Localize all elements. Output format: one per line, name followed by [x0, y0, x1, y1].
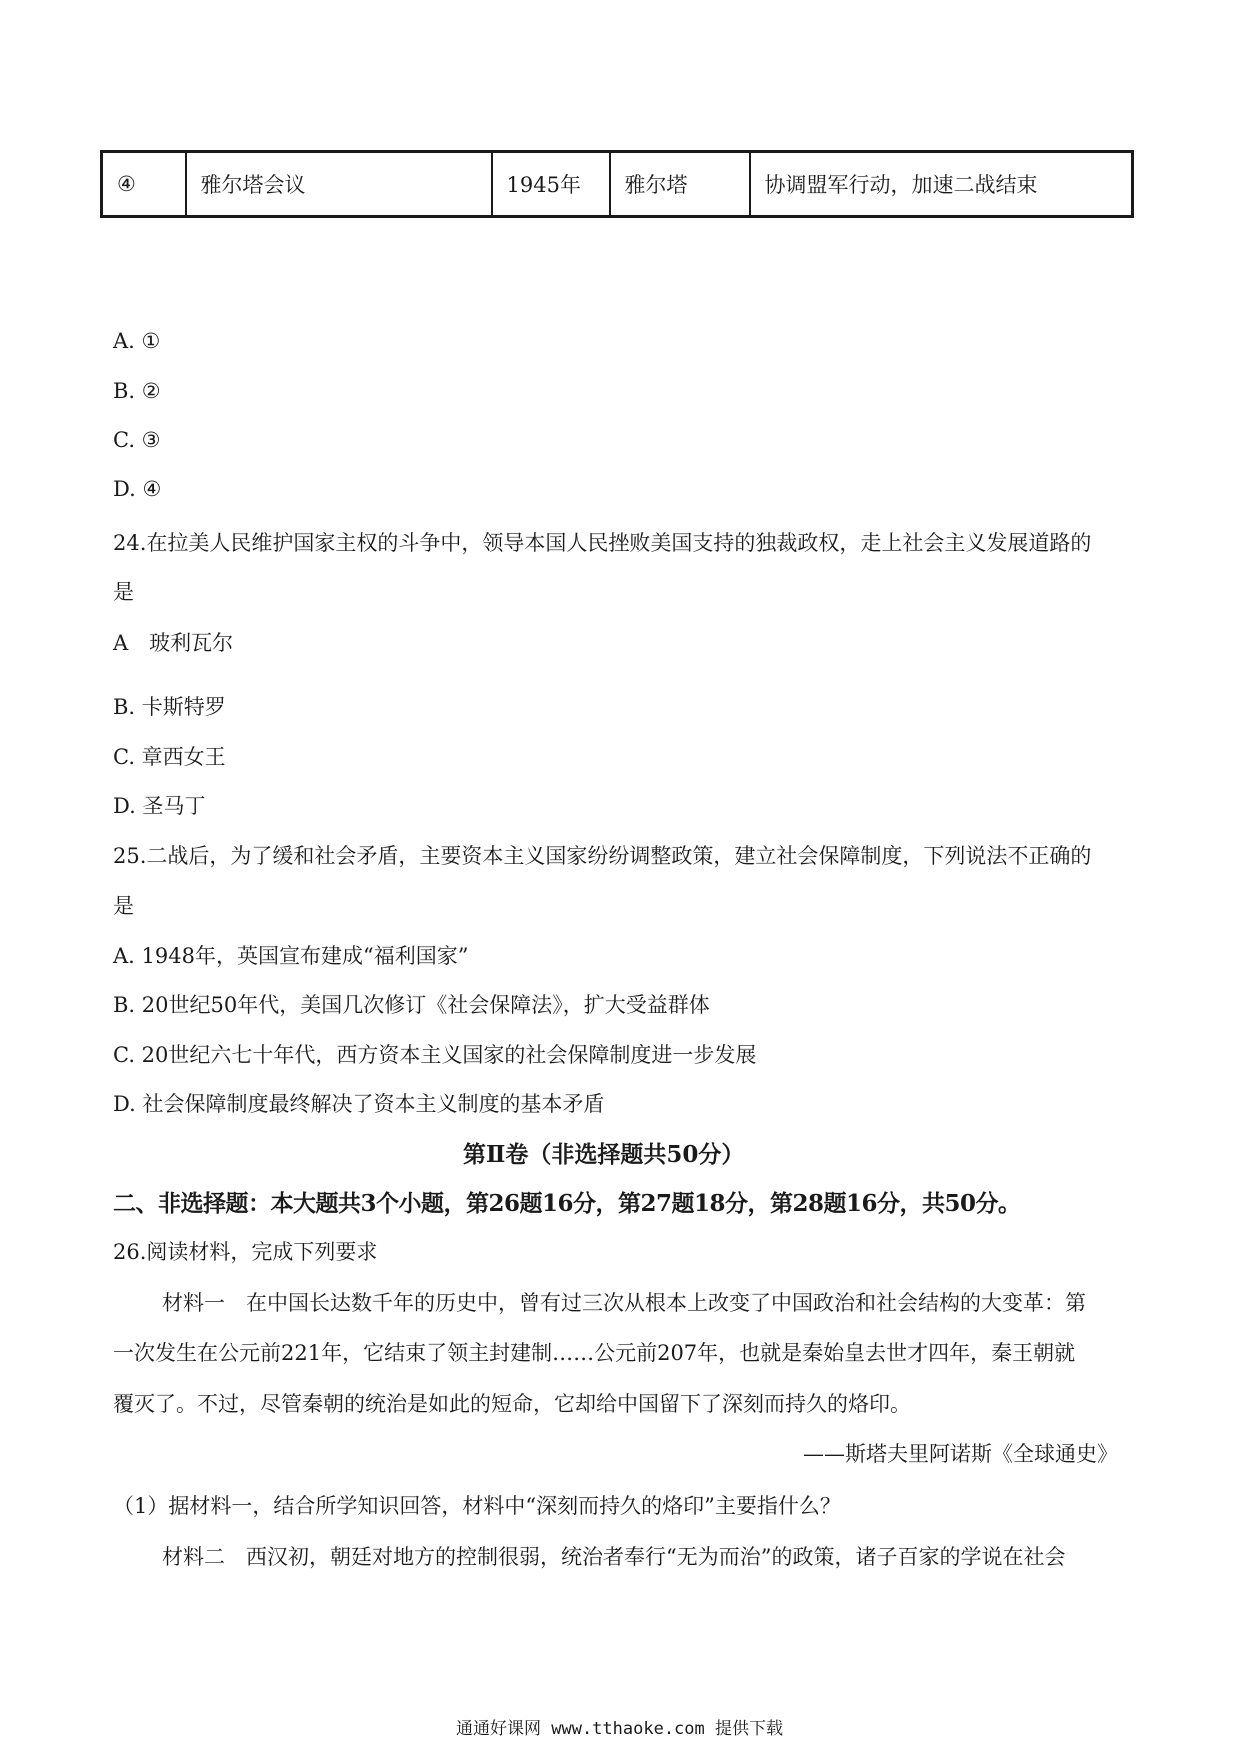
q25-option-c: C. 20世纪六七十年代，西方资本主义国家的社会保障制度进一步发展	[113, 1043, 757, 1067]
q23-option-b: B. ②	[113, 379, 161, 403]
q25-option-d: D. 社会保障制度最终解决了资本主义制度的基本矛盾	[113, 1092, 605, 1116]
q24-stem-line2: 是	[113, 580, 134, 604]
q26-sub1: （1）据材料一，结合所学知识回答，材料中“深刻而持久的烙印”主要指什么？	[113, 1494, 841, 1518]
q23-option-d: D. ④	[113, 477, 162, 501]
table-row	[102, 152, 1133, 217]
q24-option-c: C. 章西女王	[113, 745, 226, 769]
material1-source: ——斯塔夫里阿诺斯《全球通史》	[803, 1442, 1118, 1466]
event-place: 雅尔塔	[610, 152, 750, 217]
q24-stem-line1: 24.在拉美人民维护国家主权的斗争中，领导本国人民挫败美国支持的独裁政权，走上社会主义发展道路的	[113, 531, 1092, 555]
event-name: 雅尔塔会议	[186, 152, 492, 217]
material1-line3: 覆灭了。不过，尽管秦朝的统治是如此的短命，它却给中国留下了深刻而持久的烙印。	[113, 1392, 911, 1416]
q23-option-c: C. ③	[113, 428, 161, 452]
q26-stem: 26.阅读材料，完成下列要求	[113, 1240, 378, 1264]
material2-line1: 材料二 西汉初，朝廷对地方的控制很弱，统治者奉行“无为而治”的政策，诸子百家的学说在社会	[162, 1545, 1066, 1569]
part-heading: 二、非选择题：本大题共3个小题，第26题16分，第27题18分，第28题16分，共50分。	[113, 1190, 1021, 1217]
q23-option-a: A. ①	[113, 329, 161, 353]
material1-line1: 材料一 在中国长达数千年的历史中，曾有过三次从根本上改变了中国政治和社会结构的大变革：第	[162, 1291, 1086, 1315]
row-number: ④	[102, 152, 186, 217]
q24-option-b: B. 卡斯特罗	[113, 695, 226, 719]
q25-option-b: B. 20世纪50年代，美国几次修订《社会保障法》，扩大受益群体	[113, 993, 710, 1017]
section-title: 第Ⅱ卷（非选择题共50分）	[463, 1141, 745, 1168]
material1-line2: 一次发生在公元前221年，它结束了领主封建制……公元前207年，也就是秦始皇去世才四年，秦王朝就	[113, 1341, 1076, 1365]
events-table	[100, 150, 1134, 218]
q25-stem-line2: 是	[113, 894, 134, 918]
q25-option-a: A. 1948年，英国宣布建成“福利国家”	[113, 944, 469, 968]
q25-stem-line1: 25.二战后，为了缓和社会矛盾，主要资本主义国家纷纷调整政策，建立社会保障制度，下列说法不正确的	[113, 844, 1092, 868]
event-result: 协调盟军行动，加速二战结束	[750, 152, 1133, 217]
page-footer: 通通好课网 www.tthaoke.com 提供下载	[456, 1719, 783, 1739]
event-year: 1945年	[492, 152, 610, 217]
q24-option-d: D. 圣马丁	[113, 794, 206, 818]
q24-option-a: A 玻利瓦尔	[113, 631, 234, 655]
